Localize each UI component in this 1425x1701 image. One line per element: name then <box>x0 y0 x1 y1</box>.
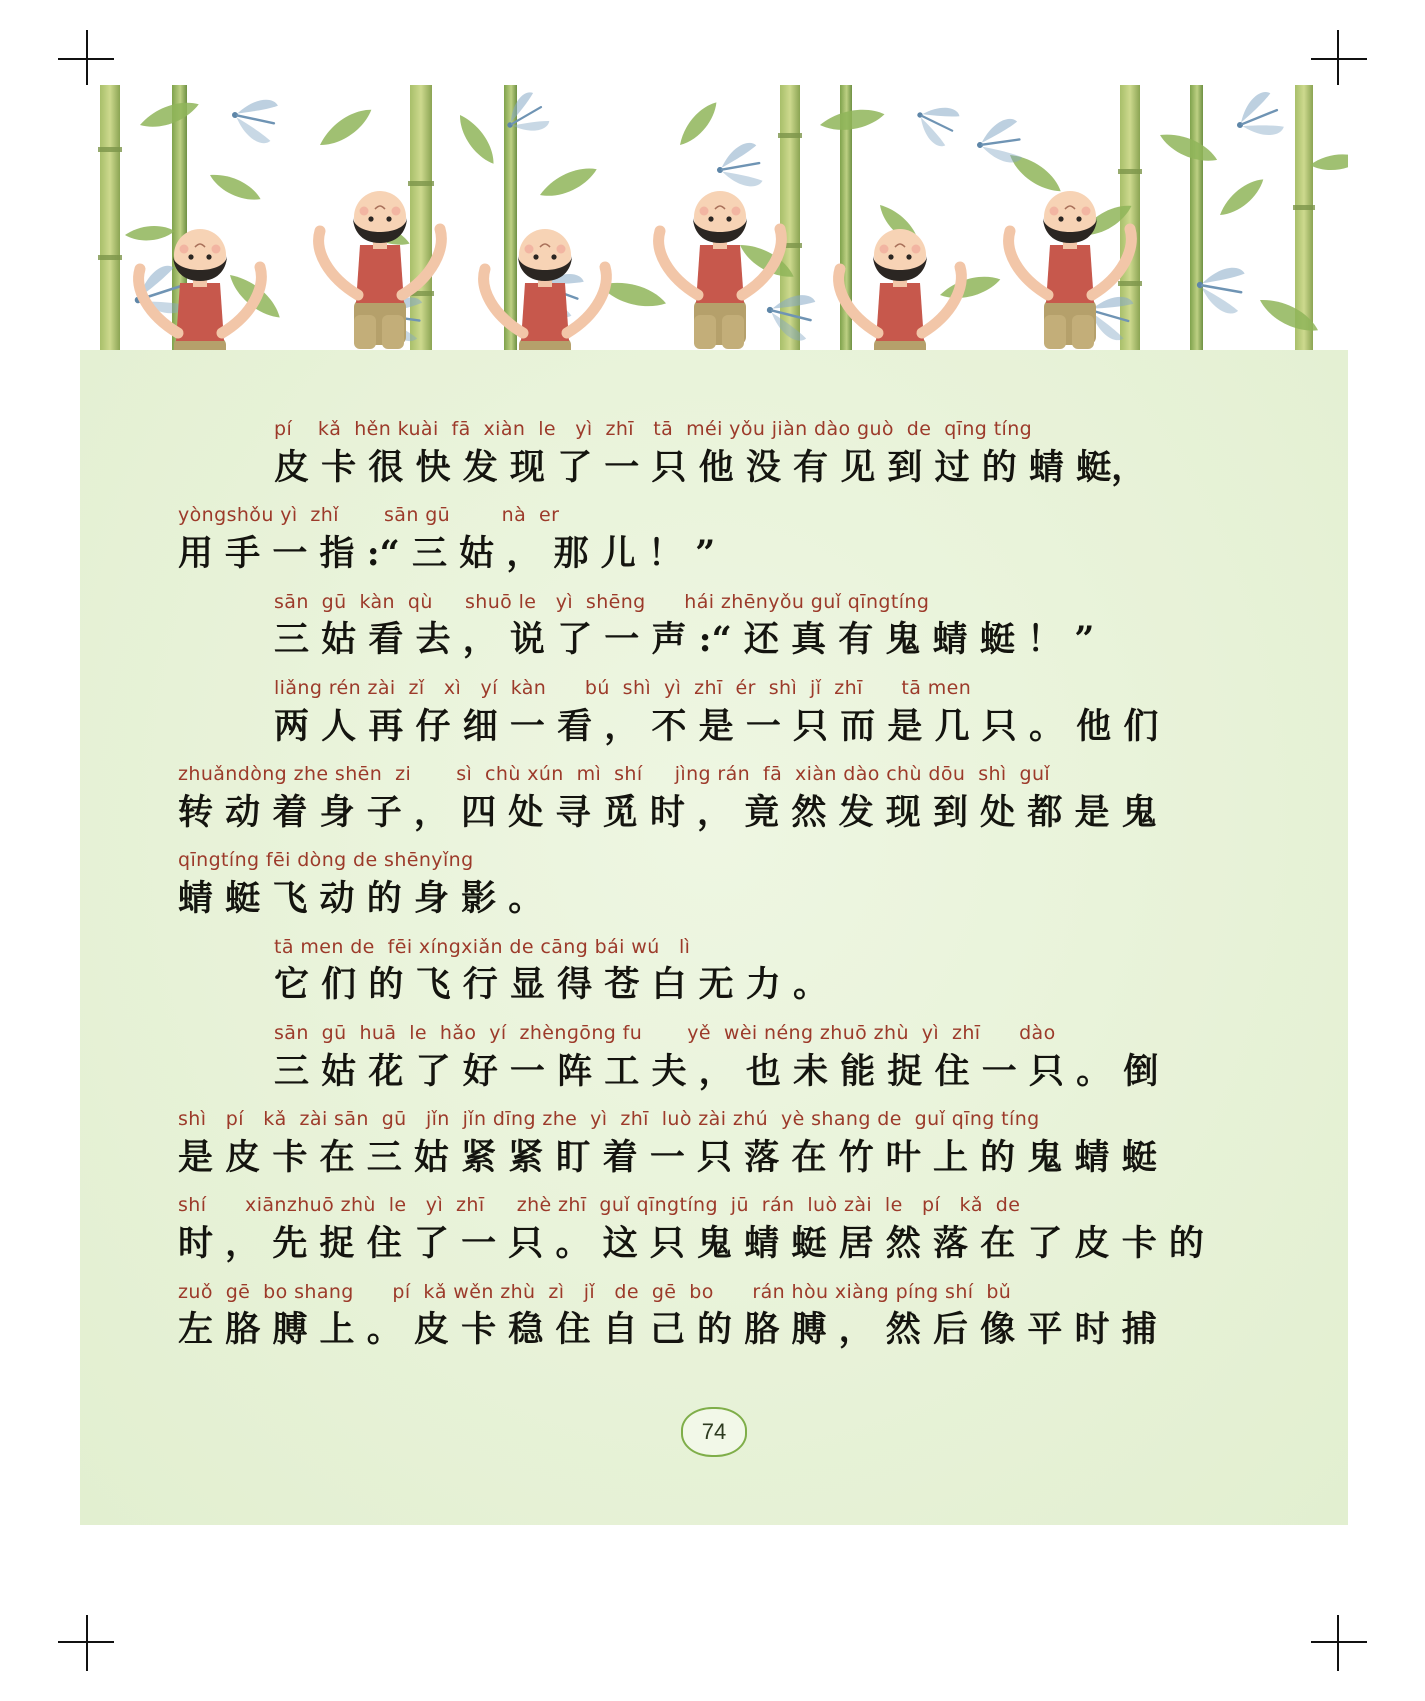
pinyin-row: liǎng rén zài zǐ xì yí kàn bú shì yì zhī ér shì jǐ zhī tā men <box>274 676 972 699</box>
hanzi-row: 它 们 的 飞 行 显 得 苍 白 无 力 。 <box>274 964 829 1006</box>
hanzi-row: 时 ， 先 捉 住 了 一 只 。 这 只 鬼 蜻 蜓 居 然 落 在 了 皮 卡 的 <box>178 1223 1204 1264</box>
hanzi-row: 皮 卡 很 快 发 现 了 一 只 他 没 有 见 到 过 的 蜻 蜓， <box>274 446 1147 488</box>
hanzi-row: 两 人 再 仔 细 一 看 ， 不 是 一 只 而 是 几 只 。 他 们 <box>274 705 1159 747</box>
crop-mark-bottom-right <box>1311 1615 1367 1671</box>
text-line <box>178 1022 1258 1098</box>
pinyin-row: tā men de fēi xíngxiǎn de cāng bái wú lì <box>274 935 691 958</box>
hanzi-row: 蜻 蜓 飞 动 的 身 影 。 <box>178 878 544 919</box>
pinyin-row: yòngshǒu yì zhǐ sān gū nà er <box>178 504 560 527</box>
pinyin-row: shì pí kǎ zài sān gū jǐn jǐn dīng zhe yì zhī luò zài zhú yè shang de guǐ qīng tíng <box>178 1108 1040 1130</box>
hanzi-row: 是 皮 卡 在 三 姑 紧 紧 盯 着 一 只 落 在 竹 叶 上 的 鬼 蜻 蜓 <box>178 1136 1157 1178</box>
text-line <box>178 504 1258 580</box>
text-panel <box>80 350 1348 1525</box>
hanzi-row: 左 胳 膊 上 。 皮 卡 稳 住 自 己 的 胳 膊 ， 然 后 像 平 时 捕 <box>178 1309 1157 1351</box>
pinyin-row: pí kǎ hěn kuài fā xiàn le yì zhī tā méi yǒu jiàn dào guò de qīng tíng <box>274 418 1033 440</box>
text-line <box>178 591 1258 667</box>
bamboo-dragonfly-illustration <box>80 85 1348 350</box>
text-line <box>178 1281 1258 1357</box>
pinyin-row: sān gū kàn qù shuō le yì shēng hái zhēnyǒu guǐ qīngtíng <box>274 590 930 613</box>
pinyin-row: zuǒ gē bo shang pí kǎ wěn zhù zì jǐ de gē bo rán hòu xiàng píng shí bǔ <box>178 1280 1012 1303</box>
pinyin-row: shí xiānzhuō zhù le yì zhī zhè zhī guǐ qīngtíng jū rán luò zài le pí kǎ de <box>178 1194 1021 1217</box>
hanzi-row: 三 姑 花 了 好 一 阵 工 夫 ， 也 未 能 捉 住 一 只 。 倒 <box>274 1050 1159 1092</box>
hanzi-row: 转 动 着 身 子 ， 四 处 寻 觅 时 ， 竟 然 发 现 到 处 都 是 鬼 <box>178 791 1157 833</box>
illustration-band <box>80 85 1348 350</box>
crop-mark-top-left <box>58 30 114 86</box>
crop-mark-top-right <box>1311 30 1367 86</box>
pinyin-row: zhuǎndòng zhe shēn zi sì chù xún mì shí jìng rán fā xiàn dào chù dōu shì guǐ <box>178 763 1051 785</box>
page-number: 74 <box>681 1407 747 1457</box>
text-line <box>178 418 1258 494</box>
hanzi-row: 三 姑 看 去 ， 说 了 一 声 :“ 还 真 有 鬼 蜻 蜓 ！ ” <box>274 619 1095 661</box>
crop-mark-bottom-left <box>58 1615 114 1671</box>
text-line <box>178 849 1258 925</box>
text-line <box>178 763 1258 839</box>
pinyin-row: sān gū huā le hǎo yí zhènɡōng fu yě wèi néng zhuō zhù yì zhī dào <box>274 1021 1056 1044</box>
text-line <box>178 1194 1258 1270</box>
text-line <box>178 936 1258 1012</box>
story-text <box>178 418 1258 1367</box>
pinyin-row: qīngtíng fēi dòng de shēnyǐng <box>178 849 474 872</box>
text-line <box>178 1108 1258 1184</box>
hanzi-row: 用 手 一 指 :“ 三 姑 ， 那 儿 ！ ” <box>178 533 716 574</box>
text-line <box>178 677 1258 753</box>
